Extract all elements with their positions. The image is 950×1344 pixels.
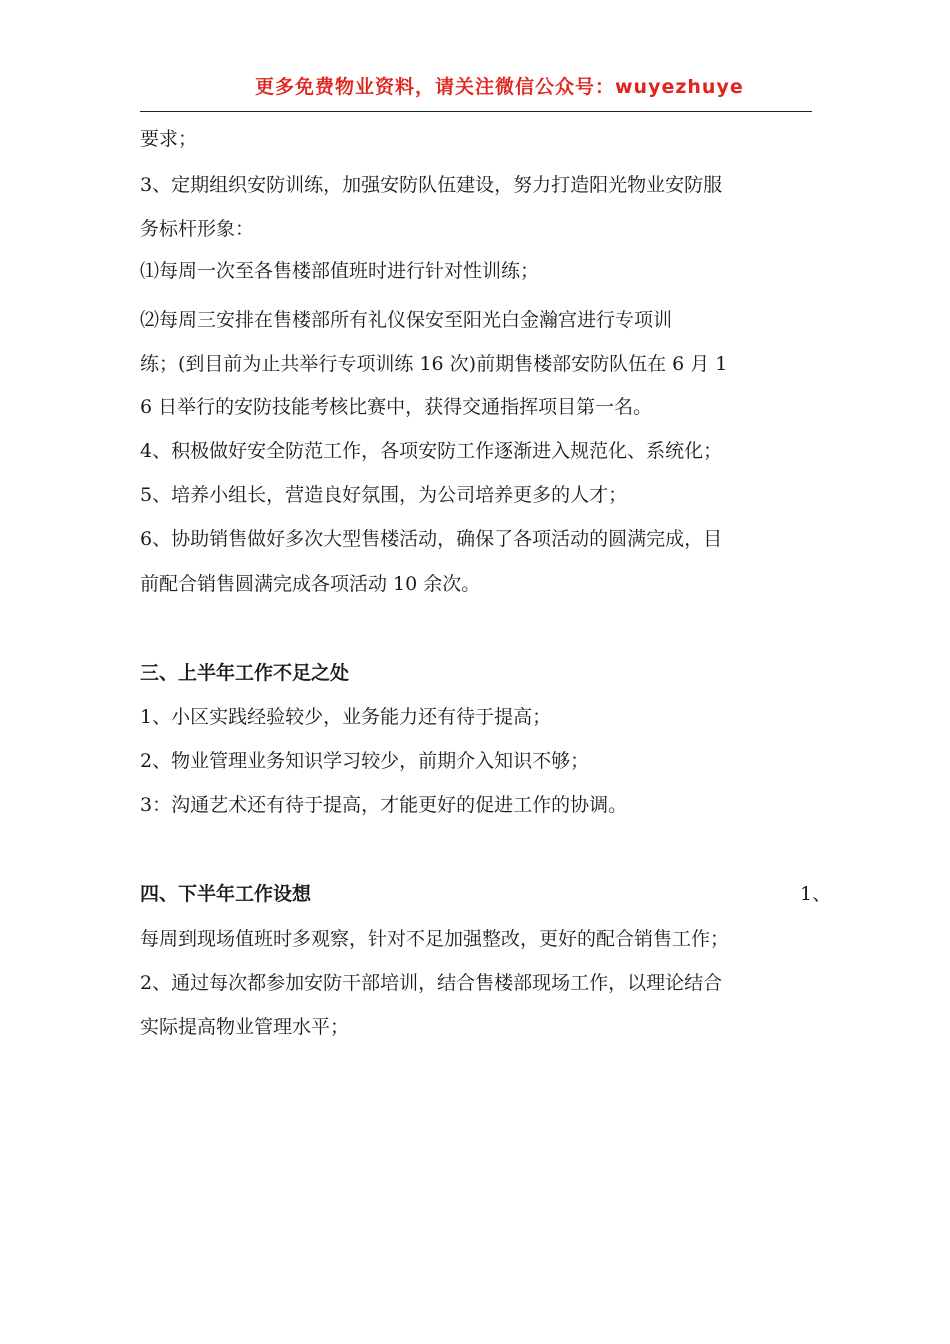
section-4-item: 每周到现场值班时多观察，针对不足加强整改，更好的配合销售工作；: [140, 928, 730, 950]
section-3-item: 3：沟通艺术还有待于提高，才能更好的促进工作的协调。: [140, 794, 628, 816]
body-line: ⑵每周三安排在售楼部所有礼仪保安至阳光白金瀚宫进行专项训: [140, 309, 673, 331]
section-4-item: 实际提高物业管理水平；: [140, 1016, 350, 1038]
body-line: 5、培养小组长，营造良好氛围，为公司培养更多的人才；: [140, 484, 628, 506]
body-line: 务标杆形象：: [140, 218, 255, 240]
section-4-heading: 四、下半年工作设想: [140, 883, 312, 905]
header-banner: 更多免费物业资料，请关注微信公众号：wuyezhuye: [255, 76, 744, 98]
body-line: 6、协助销售做好多次大型售楼活动，确保了各项活动的圆满完成，目: [140, 528, 723, 550]
section-3-heading: 三、上半年工作不足之处: [140, 662, 350, 684]
body-line: 3、定期组织安防训练，加强安防队伍建设，努力打造阳光物业安防服: [140, 174, 723, 196]
body-line: 练；(到目前为止共举行专项训练 16 次)前期售楼部安防队伍在 6 月 1: [140, 353, 728, 375]
body-line: 4、积极做好安全防范工作，各项安防工作逐渐进入规范化、系统化；: [140, 440, 723, 462]
section-3-item: 1、小区实践经验较少，业务能力还有待于提高；: [140, 706, 552, 728]
body-line: 6 日举行的安防技能考核比赛中，获得交通指挥项目第一名。: [140, 396, 653, 418]
section-4-item-number: 1、: [800, 883, 832, 905]
body-line: ⑴每周一次至各售楼部值班时进行针对性训练；: [140, 260, 540, 282]
header-rule: [140, 111, 812, 112]
section-4-item: 2、通过每次都参加安防干部培训，结合售楼部现场工作，以理论结合: [140, 972, 723, 994]
body-line: 要求；: [140, 128, 198, 150]
body-line: 前配合销售圆满完成各项活动 10 余次。: [140, 573, 481, 595]
page-header: [140, 60, 812, 112]
section-3-item: 2、物业管理业务知识学习较少，前期介入知识不够；: [140, 750, 590, 772]
